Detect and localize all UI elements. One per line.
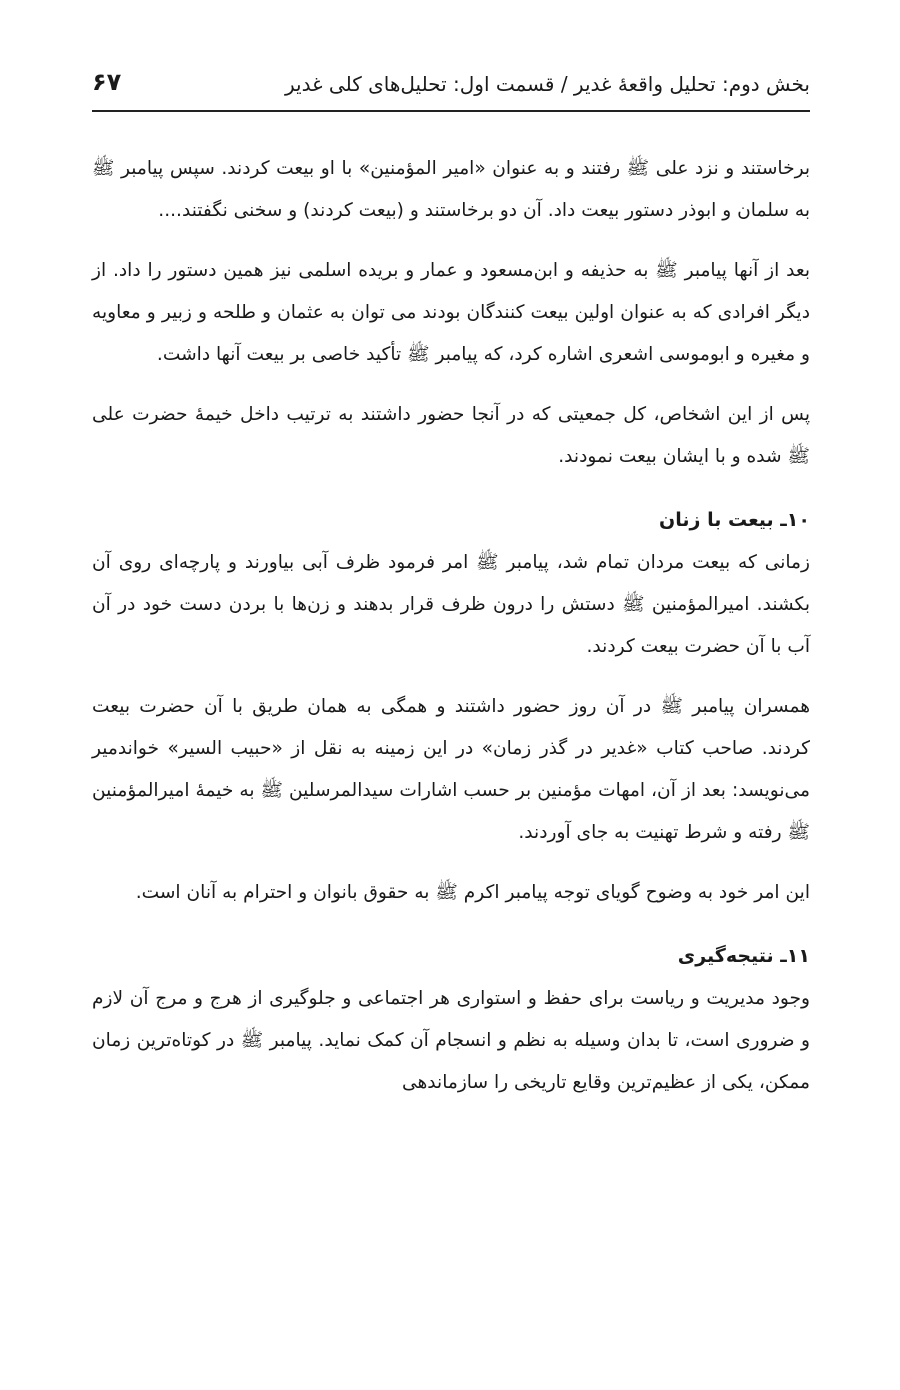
- section-heading-11: ۱۱ـ نتیجه‌گیری: [677, 945, 810, 967]
- running-header-title: بخش دوم: تحلیل واقعهٔ غدیر / قسمت اول: تحلیل‌های کلی غدیر: [285, 72, 810, 96]
- page-body: [92, 148, 810, 1104]
- paragraph: این امر خود به وضوح گویای توجه پیامبر اکرم ﷺ به حقوق بانوان و احترام به آنان است.: [135, 882, 810, 903]
- running-header: [92, 62, 810, 112]
- book-page: [92, 62, 810, 1122]
- paragraph: همسران پیامبر ﷺ در آن روز حضور داشتند و همگی به همان طریق با آن حضرت بیعت کردند. صاحب کتاب «غدیر در گذر زمان» در این زمینه به نقل از «حبیب السیر» خواندمیر می‌نویسد: بعد از آن، امهات مؤمنین بر حسب اشارات سیدالمرسلین ﷺ به خیمهٔ امیرالمؤمنین ﷺ رفته و شرط تهنیت به جای آوردند.: [92, 696, 810, 843]
- paragraph: بعد از آنها پیامبر ﷺ به حذیفه و ابن‌مسعود و عمار و بریده اسلمی نیز همین دستور را داد. از دیگر افرادی که به عنوان اولین بیعت کنندگان بودند می توان به عثمان و طلحه و زبیر و معاویه و مغیره و ابوموسی اشعری اشاره کرد، که پیامبر ﷺ تأکید خاصی بر بیعت آنها داشت.: [92, 260, 810, 365]
- paragraph: وجود مدیریت و ریاست برای حفظ و استواری هر اجتماعی و جلوگیری از هرج و مرج آن لازم و ضروری است، تا بدان وسیله به نظم و انسجام آن کمک نماید. پیامبر ﷺ در کوتاه‌ترین زمان ممکن، یکی از عظیم‌ترین وقایع تاریخی را سازماندهی: [92, 988, 810, 1093]
- page-number: ۶۷: [92, 68, 122, 96]
- paragraph: زمانی که بیعت مردان تمام شد، پیامبر ﷺ امر فرمود ظرف آبی بیاورند و پارچه‌ای روی آن بکشند. امیرالمؤمنین ﷺ دستش را درون ظرف قرار بدهند و زن‌ها با بردن دست خود در آن آب با آن حضرت بیعت کردند.: [92, 552, 810, 657]
- paragraph: برخاستند و نزد علی ﷺ رفتند و به عنوان «امیر المؤمنین» با او بیعت کردند. سپس پیامبر ﷺ به سلمان و ابوذر دستور بیعت داد. آن دو برخاستند و (بیعت کردند) و سخنی نگفتند....: [92, 158, 810, 221]
- paragraph: پس از این اشخاص، کل جمعیتی که در آنجا حضور داشتند به ترتیب داخل خیمهٔ حضرت علی ﷺ شده و با ایشان بیعت نمودند.: [92, 404, 810, 467]
- section-heading-10: ۱۰ـ بیعت با زنان: [659, 509, 810, 531]
